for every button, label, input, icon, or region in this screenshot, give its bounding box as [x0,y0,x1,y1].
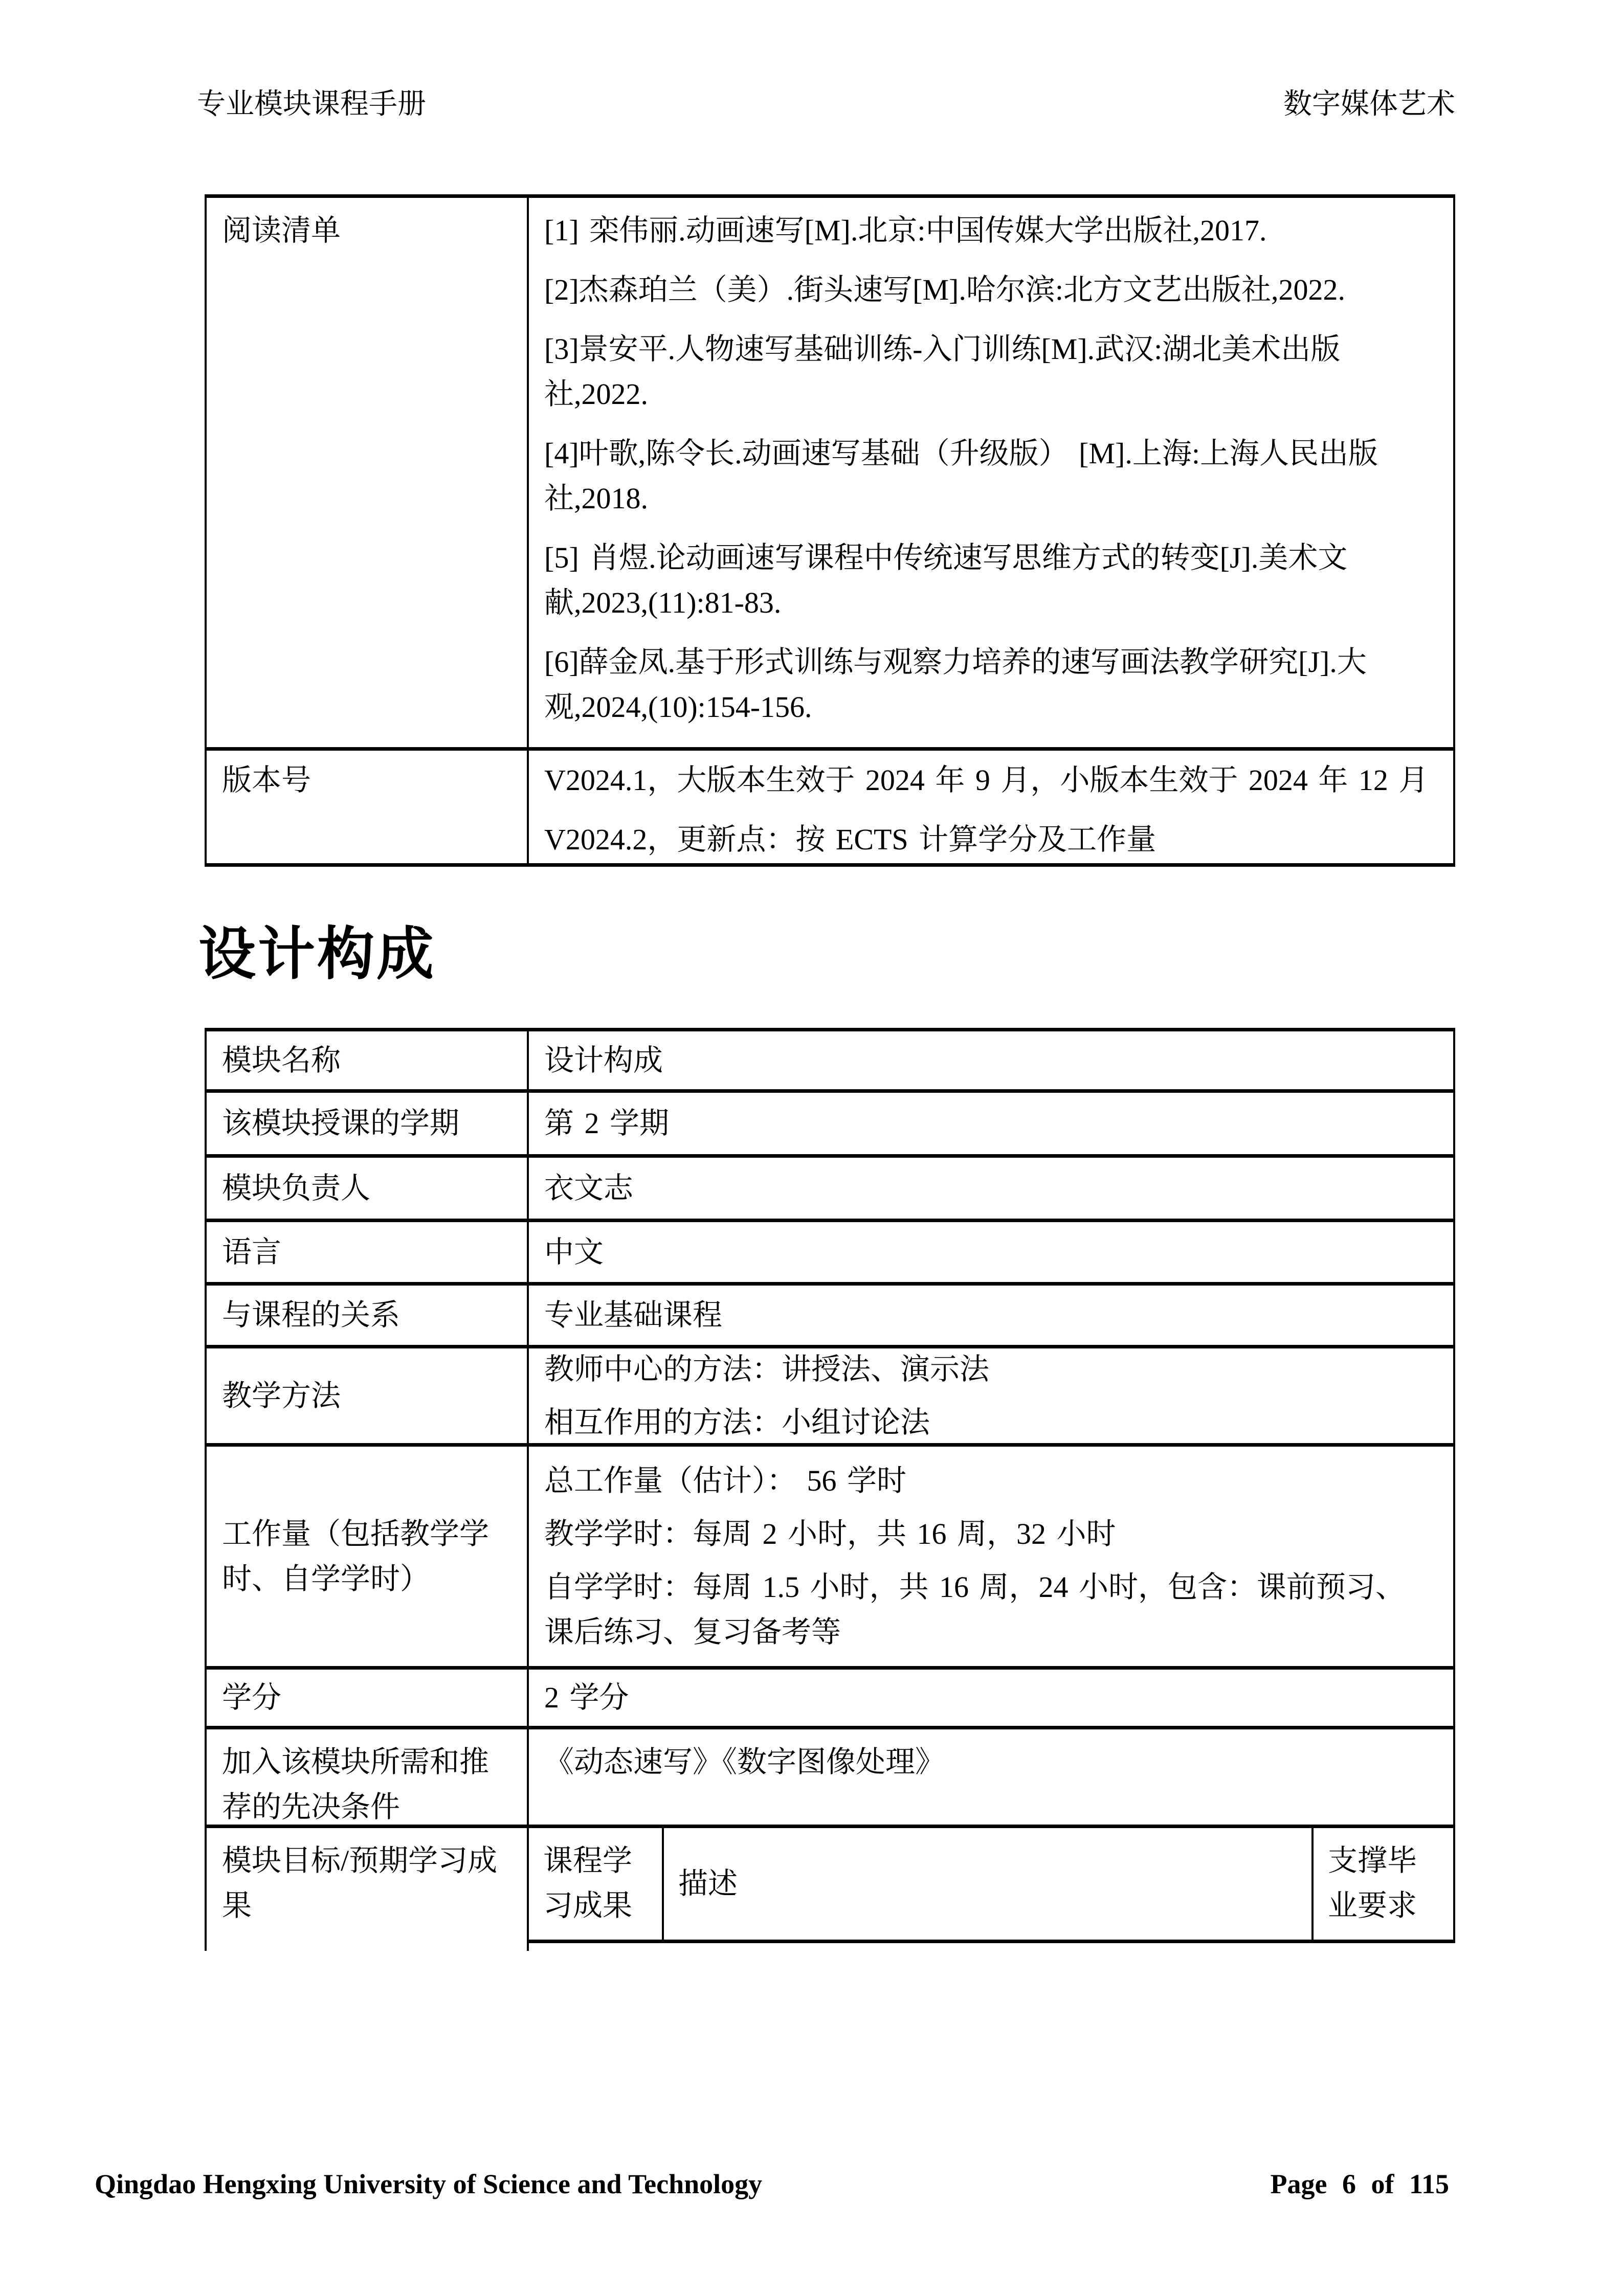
table-row-teaching-methods [207,1348,1453,1447]
table-border-stub [205,1940,207,1951]
workload-line: 总工作量（估计）： 56 学时 [544,1464,907,1497]
page-header [197,86,1455,123]
version-line: V2024.2，更新点：按 ECTS 计算学分及工作量 [544,823,1156,856]
reference-item: [1] 栾伟丽.动画速写[M].北京:中国传媒大学出版社,2017. [544,214,1267,247]
row-label: 教学方法 [207,1348,529,1443]
page-footer [95,2167,1449,2201]
row-label: 与课程的关系 [207,1286,529,1345]
footer-page-number: Page 6 of 115 [1270,2169,1449,2199]
row-value: 2 学分 [544,1681,629,1714]
workload-line: 教学学时：每周 2 小时，共 16 周，32 小时 [544,1517,1116,1550]
version-line: V2024.1，大版本生效于 2024 年 9 月，小版本生效于 2024 年 12 月 [544,763,1429,797]
method-line: 相互作用的方法：小组讨论法 [544,1405,930,1439]
reference-item: [5] 肖煜.论动画速写课程中传统速写思维方式的转变[J].美术文 献,2023,(11):81-83. [544,541,1348,619]
row-label: 该模块授课的学期 [207,1093,529,1154]
outcomes-header-row [529,1828,1453,1943]
row-value [529,751,1453,863]
row-label: 工作量（包括教学学 时、自学学时） [207,1447,529,1666]
row-label: 阅读清单 [207,198,529,747]
workload-line: 自学学时：每周 1.5 小时，共 16 周，24 小时，包含：课前预习、 课后练习、复习备考等 [544,1570,1406,1649]
row-value: 中文 [544,1235,604,1269]
footer-institution: Qingdao Hengxing University of Science and Technology [95,2169,763,2199]
section-title: 设计构成 [198,922,436,986]
row-label: 模块目标/预期学习成 果 [207,1828,529,1943]
reference-item: [3]景安平.人物速写基础训练-入门训练[M].武汉:湖北美术出版 社,2022. [544,332,1341,411]
table-border-stub [527,1940,529,1951]
table-row-relation [207,1286,1453,1348]
table-row-workload [207,1447,1453,1670]
table-row-credits [207,1670,1453,1729]
outcomes-col-graduation-support: 支撑毕 业要求 [1328,1844,1417,1922]
reference-item: [4]叶歌,陈令长.动画速写基础（升级版） [M].上海:上海人民出版 社,2018. [544,437,1378,515]
row-value [529,1348,1453,1443]
row-label: 学分 [207,1670,529,1726]
row-label: 版本号 [207,751,529,863]
row-label: 加入该模块所需和推 荐的先决条件 [207,1729,529,1825]
table-row-reading-list [207,198,1453,751]
table-row-version [207,751,1453,863]
table-row-module-lead [207,1158,1453,1222]
row-value [529,198,1453,747]
table-row-prerequisites [207,1729,1453,1828]
row-value: 《动态速写》《数字图像处理》 [544,1745,945,1779]
table-row-language [207,1222,1453,1286]
table-row-module-name [207,1031,1453,1093]
module-descriptor-table [205,1028,1455,1943]
outcomes-col-course-outcome: 课程学 习成果 [529,1828,664,1940]
reference-item: [6]薛金凤.基于形式训练与观察力培养的速写画法教学研究[J].大 观,2024,(10):154-156. [544,645,1367,724]
table-row-semester [207,1093,1453,1158]
row-value [529,1447,1453,1666]
header-title-right: 数字媒体艺术 [1283,88,1455,120]
reference-item: [2]杰森珀兰（美）.街头速写[M].哈尔滨:北方文艺出版社,2022. [544,273,1345,306]
row-value: 衣文志 [544,1171,634,1205]
reading-list-table [205,194,1455,867]
row-value: 第 2 学期 [544,1107,670,1140]
outcomes-col-description: 描述 [664,1828,1314,1940]
header-title-left: 专业模块课程手册 [197,88,426,120]
row-value: 专业基础课程 [544,1298,723,1332]
row-label: 模块名称 [207,1031,529,1089]
method-line: 教师中心的方法：讲授法、演示法 [544,1352,990,1386]
row-label: 模块负责人 [207,1158,529,1219]
table-row-learning-outcomes [207,1828,1453,1943]
row-value: 设计构成 [544,1043,663,1077]
row-label: 语言 [207,1222,529,1282]
